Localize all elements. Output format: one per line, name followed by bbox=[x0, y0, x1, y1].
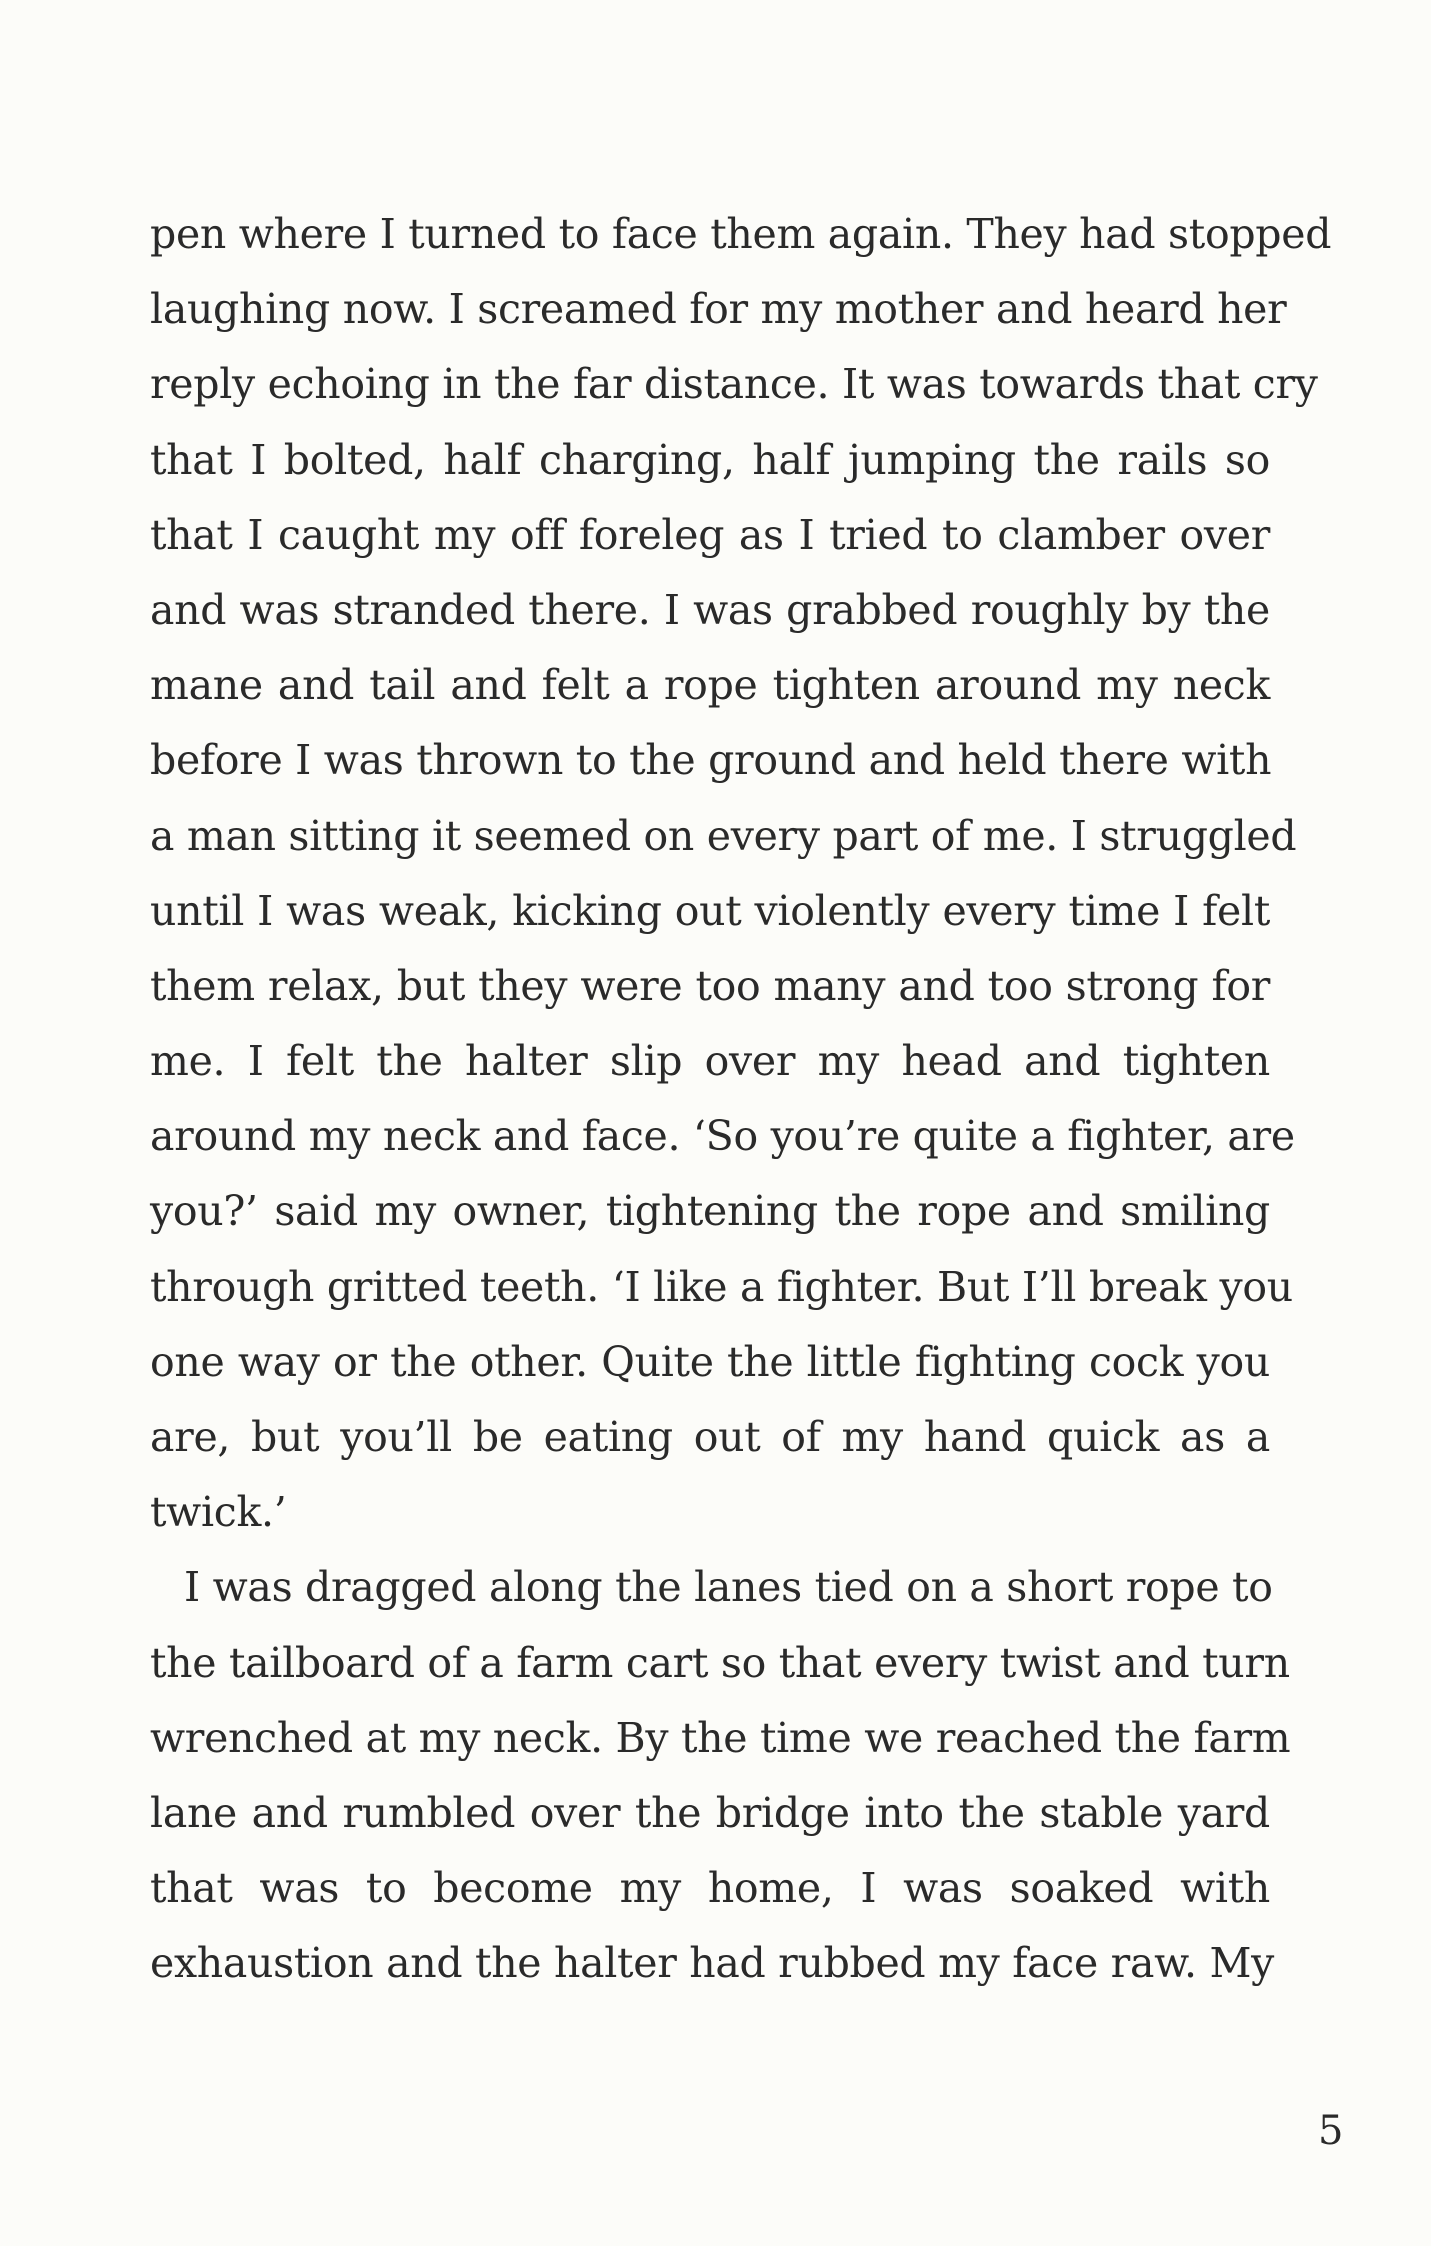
text-line: I was dragged along the lanes tied on a short rope to bbox=[184, 1563, 1273, 1612]
text-line: reply echoing in the far distance. It was towards that cry bbox=[150, 360, 1318, 409]
text-line: before I was thrown to the ground and held there with bbox=[150, 736, 1272, 785]
text-line: until I was weak, kicking out violently every time I felt bbox=[150, 886, 1270, 935]
text-line: through gritted teeth. ‘I like a fighter. But I’ll break you bbox=[150, 1262, 1293, 1311]
text-line: you?’ said my owner, tightening the rope and smiling bbox=[150, 1187, 1270, 1236]
body-text bbox=[150, 197, 1332, 2002]
paragraph-2 bbox=[150, 1550, 1291, 2001]
text-line: lane and rumbled over the bridge into the stable yard bbox=[150, 1788, 1270, 1837]
text-line: wrenched at my neck. By the time we reached the farm bbox=[150, 1713, 1291, 1762]
text-line: twick.’ bbox=[150, 1488, 287, 1537]
text-line: that I bolted, half charging, half jumping the rails so bbox=[150, 435, 1270, 484]
page-number: 5 bbox=[1318, 2108, 1344, 2154]
text-line: exhaustion and the halter had rubbed my face raw. My bbox=[150, 1939, 1275, 1988]
text-line: around my neck and face. ‘So you’re quite a fighter, are bbox=[150, 1112, 1295, 1161]
text-line: laughing now. I screamed for my mother and heard her bbox=[150, 285, 1287, 334]
text-line: that I caught my off foreleg as I tried to clamber over bbox=[150, 510, 1270, 559]
text-line: that was to become my home, I was soaked with bbox=[150, 1864, 1270, 1913]
text-line: are, but you’ll be eating out of my hand quick as a bbox=[150, 1413, 1270, 1461]
text-line: a man sitting it seemed on every part of me. I struggled bbox=[150, 811, 1297, 860]
text-line: me. I felt the halter slip over my head and tighten bbox=[150, 1037, 1270, 1086]
text-line: and was stranded there. I was grabbed roughly by the bbox=[150, 585, 1270, 634]
paragraph-1 bbox=[150, 197, 1332, 1550]
text-line: pen where I turned to face them again. They had stopped bbox=[150, 210, 1332, 258]
text-line: the tailboard of a farm cart so that every twist and turn bbox=[150, 1638, 1290, 1687]
text-line: them relax, but they were too many and too strong for bbox=[150, 961, 1270, 1010]
text-line: mane and tail and felt a rope tighten around my neck bbox=[150, 661, 1270, 710]
text-line: one way or the other. Quite the little fighting cock you bbox=[150, 1337, 1270, 1386]
